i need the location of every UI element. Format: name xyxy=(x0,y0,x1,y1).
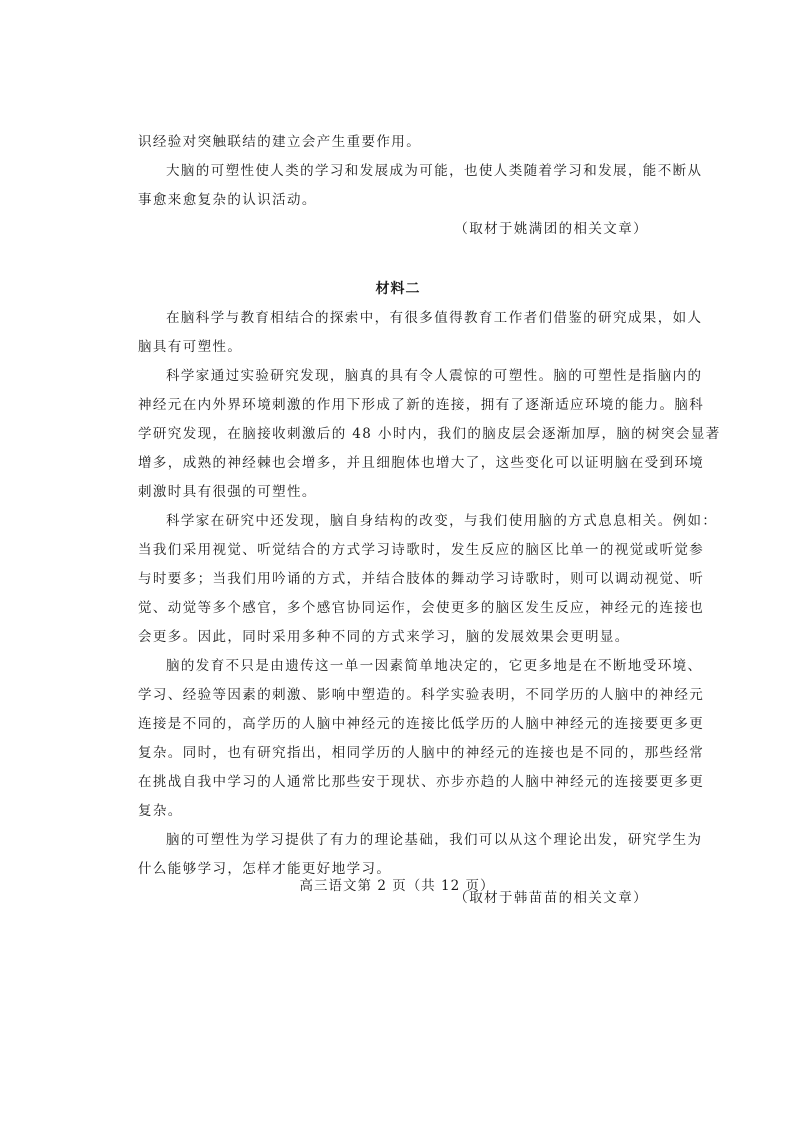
text-line: 复杂。同时，也有研究指出，相同学历的人脑中的神经元的连接也是不同的，那些经常 xyxy=(138,745,705,761)
text-line: 会更多。因此，同时采用多种不同的方式来学习，脑的发展效果会更明显。 xyxy=(138,629,630,645)
text-line: 脑的发育不只是由遗传这一单一因素简单地决定的，它更多地是在不断地受环境、 xyxy=(166,658,703,674)
text-line: 刺激时具有很强的可塑性。 xyxy=(138,484,317,500)
text-line: 增多，成熟的神经棘也会增多，并且细胞体也增大了，这些变化可以证明脑在受到环境 xyxy=(138,455,705,471)
text-line: 学习、经验等因素的刺激、影响中塑造的。科学实验表明，不同学历的人脑中的神经元 xyxy=(138,687,705,703)
material2-paragraph xyxy=(138,507,718,652)
text-line: 科学家在研究中还发现，脑自身结构的改变，与我们使用脑的方式息息相关。例如： xyxy=(166,513,718,529)
text-line: 脑具有可塑性。 xyxy=(138,339,243,355)
text-line: 连接是不同的，高学历的人脑中神经元的连接比低学历的人脑中神经元的连接要更多更 xyxy=(138,716,705,732)
material1-paragraph-2 xyxy=(138,157,703,215)
material2-paragraph xyxy=(138,362,721,507)
text-line: 大脑的可塑性使人类的学习和发展成为可能，也使人类随着学习和发展，能不断从 xyxy=(166,163,703,179)
material2-paragraph xyxy=(138,652,705,826)
text-line: 识经验对突触联结的建立会产生重要作用。 xyxy=(138,134,422,150)
text-line: 学研究发现，在脑接收刺激后的 48 小时内，我们的脑皮层会逐渐加厚，脑的树突会显著 xyxy=(138,426,721,442)
text-line: 在挑战自我中学习的人通常比那些安于现状、亦步亦趋的人脑中神经元的连接要更多更 xyxy=(138,774,705,790)
material2-body xyxy=(138,304,721,884)
text-line: 与时要多；当我们用吟诵的方式，并结合肢体的舞动学习诗歌时，则可以调动视觉、听 xyxy=(138,571,705,587)
text-line: 觉、动觉等多个感官，多个感官协同运作，会使更多的脑区发生反应，神经元的连接也 xyxy=(138,600,705,616)
material2-title: 材料二 xyxy=(375,281,421,297)
text-line: 科学家通过实验研究发现，脑真的具有令人震惊的可塑性。脑的可塑性是指脑内的 xyxy=(166,368,703,384)
text-line: 在脑科学与教育相结合的探索中，有很多值得教育工作者们借鉴的研究成果，如人 xyxy=(166,310,703,326)
material2-paragraph xyxy=(138,304,703,362)
text-line: 当我们采用视觉、听觉结合的方式学习诗歌时，发生反应的脑区比单一的视觉或听觉参 xyxy=(138,542,705,558)
material1-source: （取材于姚满团的相关文章） xyxy=(454,221,648,237)
text-line: 神经元在内外界环境刺激的作用下形成了新的连接，拥有了逐渐适应环境的能力。脑科 xyxy=(138,397,705,413)
text-line: 什么能够学习，怎样才能更好地学习。 xyxy=(138,861,392,877)
page-body xyxy=(138,128,721,913)
material2-source: （取材于韩苗苗的相关文章） xyxy=(454,890,648,906)
page-footer: 高三语文第 2 页（共 12 页） xyxy=(299,878,495,894)
material1-paragraph-1 xyxy=(138,128,658,157)
text-line: 复杂。 xyxy=(138,803,183,819)
text-line: 脑的可塑性为学习提供了有力的理论基础，我们可以从这个理论出发，研究学生为 xyxy=(166,832,703,848)
text-line: 事愈来愈复杂的认识活动。 xyxy=(138,192,317,208)
